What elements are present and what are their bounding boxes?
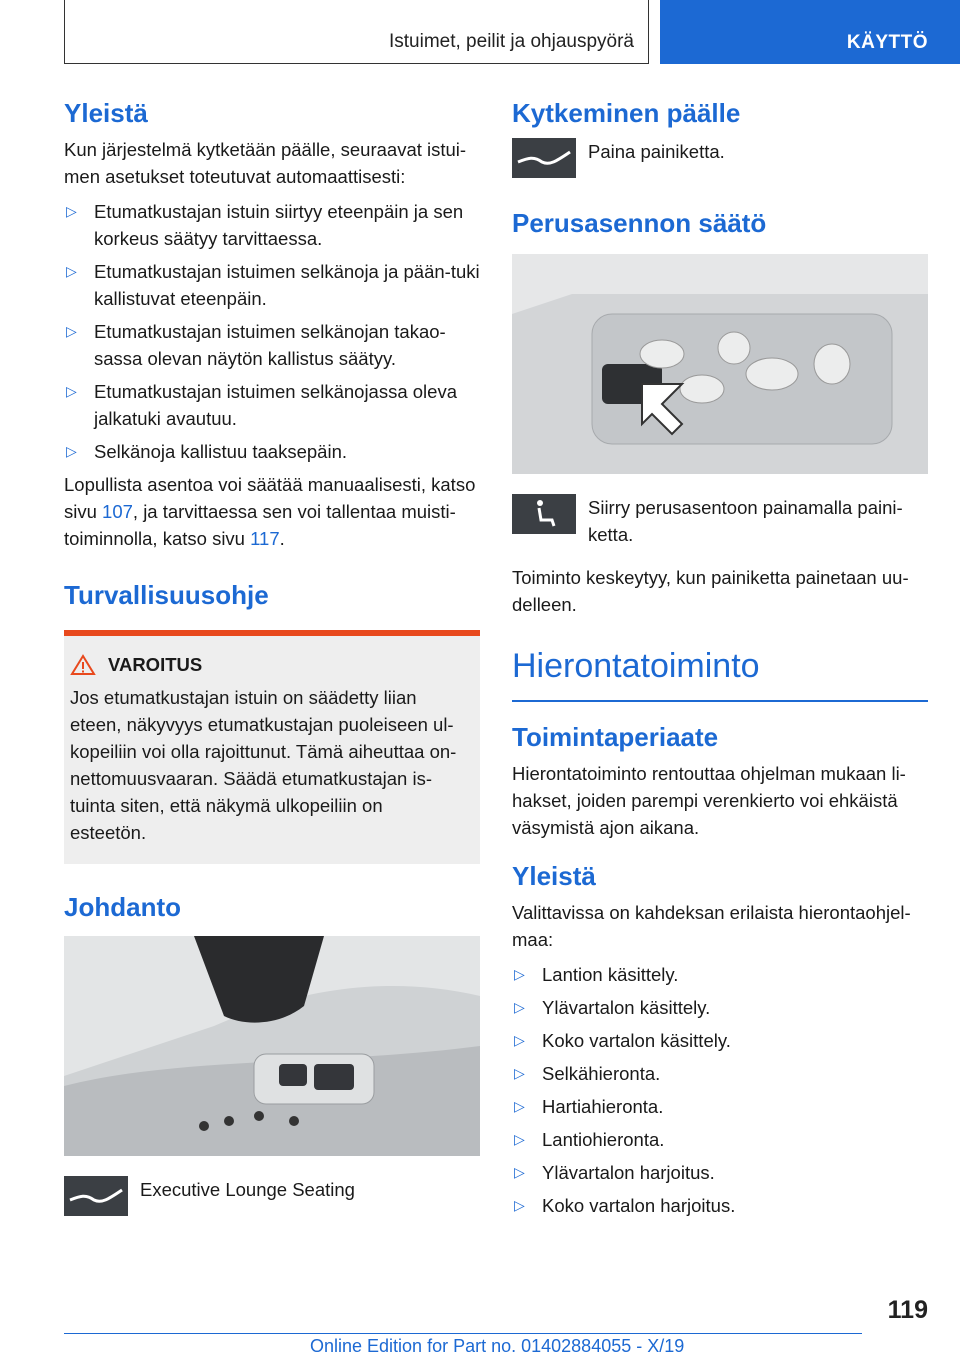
right-column — [512, 96, 928, 1225]
list-item: ▷ Ylävartalon harjoitus. — [512, 1159, 928, 1186]
switch-on-text: Paina painiketta. — [588, 141, 725, 162]
triangle-bullet-icon: ▷ — [66, 323, 77, 339]
seat-controls-photo — [512, 254, 928, 474]
heading-divider — [512, 700, 928, 702]
basic-position-row — [512, 494, 928, 548]
programs-intro: Valittavissa on kahdeksan erilaista hierontaohjel-maa: — [512, 902, 911, 950]
page-number: 119 — [887, 1296, 928, 1324]
safety-heading: Turvallisuusohje — [64, 580, 269, 610]
header-section-box — [64, 0, 649, 64]
triangle-bullet-icon: ▷ — [514, 1065, 525, 1081]
basic-position-seat-icon[interactable] — [512, 494, 576, 534]
list-item: ▷ Selkähieronta. — [512, 1060, 928, 1087]
general-intro: Kun järjestelmä kytketään päälle, seuraavat istui-men asetukset toteutuvat automaattisesti: — [64, 139, 467, 187]
general-heading: Yleistä — [64, 98, 148, 128]
list-item: ▷ Koko vartalon harjoitus. — [512, 1192, 928, 1219]
list-item: ▷ Etumatkustajan istuimen selkänojassa oleva jalkatuki avautuu. — [64, 378, 480, 432]
list-item: ▷ Lantiohieronta. — [512, 1126, 928, 1153]
triangle-bullet-icon: ▷ — [514, 1098, 525, 1114]
switch-on-row — [512, 138, 928, 178]
warning-triangle-icon — [70, 654, 96, 676]
door-panel-photo — [64, 936, 480, 1156]
warning-text: Jos etumatkustajan istuin on säädetty liian eteen, näkyvyys etumatkustajan puoleiseen ul-kopeiliin voi olla rajoittunut. Tämä aiheuttaa on-nettomuusvaaran. Säädä etumatkustajan is-tuinta siten, että näkymä ulkopeiliin on esteetön. — [70, 687, 457, 843]
general-heading-right: Yleistä — [512, 861, 596, 891]
triangle-bullet-icon: ▷ — [514, 1032, 525, 1048]
list-item: ▷ Etumatkustajan istuimen selkänojan takao-sassa olevan näytön kallistus säätyy. — [64, 318, 480, 372]
list-item: ▷ Etumatkustajan istuimen selkänoja ja pään-tuki kallistuvat eteenpäin. — [64, 258, 480, 312]
triangle-bullet-icon: ▷ — [66, 203, 77, 219]
triangle-bullet-icon: ▷ — [514, 999, 525, 1015]
left-column — [64, 96, 480, 1216]
auto-settings-list — [64, 198, 480, 465]
footer-divider — [64, 1333, 862, 1334]
massage-heading: Hierontatoiminto — [512, 647, 760, 685]
principle-text: Hierontatoiminto rentouttaa ohjelman mukaan li-hakset, joiden parempi verenkierto voi ehkäistä väsymistä ajon aikana. — [512, 763, 906, 838]
header-chapter-tab — [660, 0, 960, 64]
list-item: ▷ Lantion käsittely. — [512, 961, 928, 988]
page-ref-link-117[interactable]: 117 — [250, 528, 280, 549]
footer-edition: Online Edition for Part no. 01402884055 - X/19 — [310, 1336, 685, 1356]
executive-lounge-row — [64, 1176, 480, 1216]
principle-heading: Toimintaperiaate — [512, 722, 719, 752]
massage-programs-list — [512, 961, 928, 1219]
list-item: ▷ Ylävartalon käsittely. — [512, 994, 928, 1021]
page-ref-link-107[interactable]: 107 — [102, 501, 133, 522]
intro-heading: Johdanto — [64, 892, 181, 922]
triangle-bullet-icon: ▷ — [66, 443, 77, 459]
executive-lounge-caption: Executive Lounge Seating — [140, 1179, 355, 1200]
triangle-bullet-icon: ▷ — [514, 1164, 525, 1180]
list-item: ▷ Hartiahieronta. — [512, 1093, 928, 1120]
final-position-text: Lopullista asentoa voi säätää manuaalisesti, katso sivu 107, ja tarvittaessa sen voi tallentaa muisti-toiminnolla, katso sivu 117. — [64, 474, 476, 549]
list-item: ▷ Selkänoja kallistuu taaksepäin. — [64, 438, 480, 465]
executive-lounge-seat-icon[interactable] — [512, 138, 576, 178]
header-chapter-title: KÄYTTÖ — [846, 32, 928, 53]
triangle-bullet-icon: ▷ — [514, 1197, 525, 1213]
triangle-bullet-icon: ▷ — [66, 383, 77, 399]
header-section-title: Istuimet, peilit ja ohjauspyörä — [388, 31, 634, 52]
warning-box — [64, 630, 480, 864]
basic-position-heading: Perusasennon säätö — [512, 208, 767, 238]
triangle-bullet-icon: ▷ — [66, 263, 77, 279]
switch-on-heading: Kytkeminen päälle — [512, 98, 741, 128]
warning-label: VAROITUS — [108, 654, 203, 675]
triangle-bullet-icon: ▷ — [514, 966, 525, 982]
triangle-bullet-icon: ▷ — [514, 1131, 525, 1147]
basic-position-text: Siirry perusasentoon painamalla paini-ketta. — [588, 497, 903, 545]
list-item: ▷ Koko vartalon käsittely. — [512, 1027, 928, 1054]
list-item: ▷ Etumatkustajan istuin siirtyy eteenpäin ja sen korkeus säätyy tarvittaessa. — [64, 198, 480, 252]
interrupt-text: Toiminto keskeytyy, kun painiketta painetaan uu-delleen. — [512, 567, 909, 615]
executive-lounge-seat-icon[interactable] — [64, 1176, 128, 1216]
